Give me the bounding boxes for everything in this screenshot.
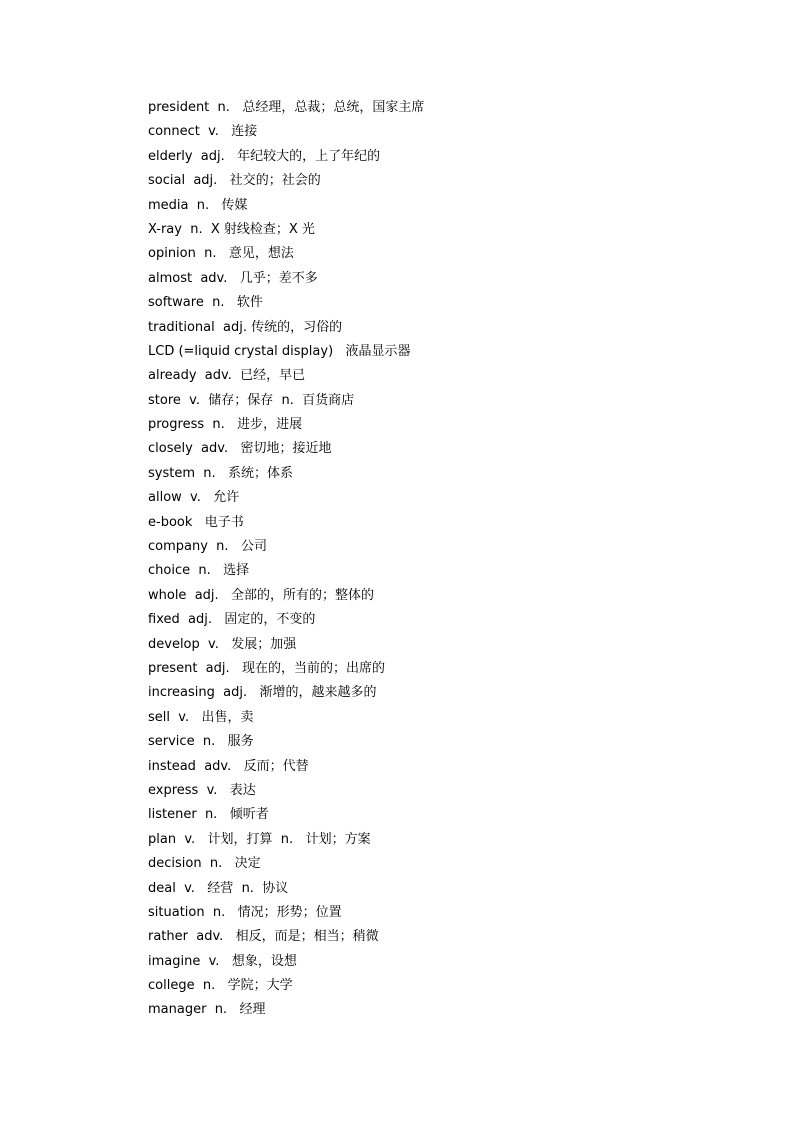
vocabulary-entry: opinion n. 意见，想法 (148, 246, 294, 262)
vocabulary-entry: increasing adj. 渐增的，越来越多的 (148, 685, 377, 701)
vocabulary-entry: service n. 服务 (148, 734, 254, 750)
vocabulary-entry: allow v. 允许 (148, 490, 240, 506)
vocabulary-entry: e-book 电子书 (148, 514, 244, 530)
vocabulary-entry: store v. 储存；保存 n. 百货商店 (148, 392, 355, 408)
vocabulary-entry: listener n. 倾听者 (148, 807, 269, 823)
vocabulary-entry: manager n. 经理 (148, 1002, 266, 1018)
vocabulary-entry: college n. 学院；大学 (148, 978, 293, 994)
vocabulary-entry: whole adj. 全部的，所有的；整体的 (148, 587, 375, 603)
vocabulary-entry: almost adv. 几乎；差不多 (148, 270, 318, 286)
vocabulary-entry: traditional adj. 传统的，习俗的 (148, 319, 343, 335)
vocabulary-entry: media n. 传媒 (148, 197, 248, 213)
vocabulary-entry: imagine v. 想象，设想 (148, 953, 297, 969)
vocabulary-entry: situation n. 情况；形势；位置 (148, 904, 342, 920)
vocabulary-entry: sell v. 出售，卖 (148, 709, 254, 725)
vocabulary-entry: plan v. 计划，打算 n. 计划；方案 (148, 831, 371, 847)
vocabulary-entry: connect v. 连接 (148, 124, 258, 140)
vocabulary-entry: instead adv. 反而；代替 (148, 758, 309, 774)
vocabulary-list (148, 96, 424, 1023)
vocabulary-entry: elderly adj. 年纪较大的，上了年纪的 (148, 148, 381, 164)
vocabulary-entry: choice n. 选择 (148, 563, 250, 579)
vocabulary-entry: LCD (=liquid crystal display) 液晶显示器 (148, 343, 411, 359)
vocabulary-entry: develop v. 发展；加强 (148, 636, 297, 652)
vocabulary-entry: express v. 表达 (148, 782, 256, 798)
vocabulary-entry: closely adv. 密切地；接近地 (148, 441, 332, 457)
vocabulary-entry: already adv. 已经，早已 (148, 368, 306, 384)
vocabulary-entry: system n. 系统；体系 (148, 465, 294, 481)
vocabulary-entry: social adj. 社交的；社会的 (148, 173, 321, 189)
vocabulary-entry: company n. 公司 (148, 539, 267, 555)
vocabulary-entry: software n. 软件 (148, 295, 263, 311)
vocabulary-entry: rather adv. 相反，而是；相当；稍微 (148, 929, 379, 945)
vocabulary-entry: present adj. 现在的，当前的；出席的 (148, 660, 386, 676)
vocabulary-entry: X-ray n. X 射线检查；X 光 (148, 221, 315, 237)
vocabulary-entry: progress n. 进步，进展 (148, 417, 303, 433)
vocabulary-entry: fixed adj. 固定的，不变的 (148, 612, 316, 628)
vocabulary-entry: decision n. 决定 (148, 856, 261, 872)
vocabulary-entry: deal v. 经营 n. 协议 (148, 880, 289, 896)
vocabulary-entry: president n. 总经理，总裁；总统，国家主席 (148, 100, 425, 115)
